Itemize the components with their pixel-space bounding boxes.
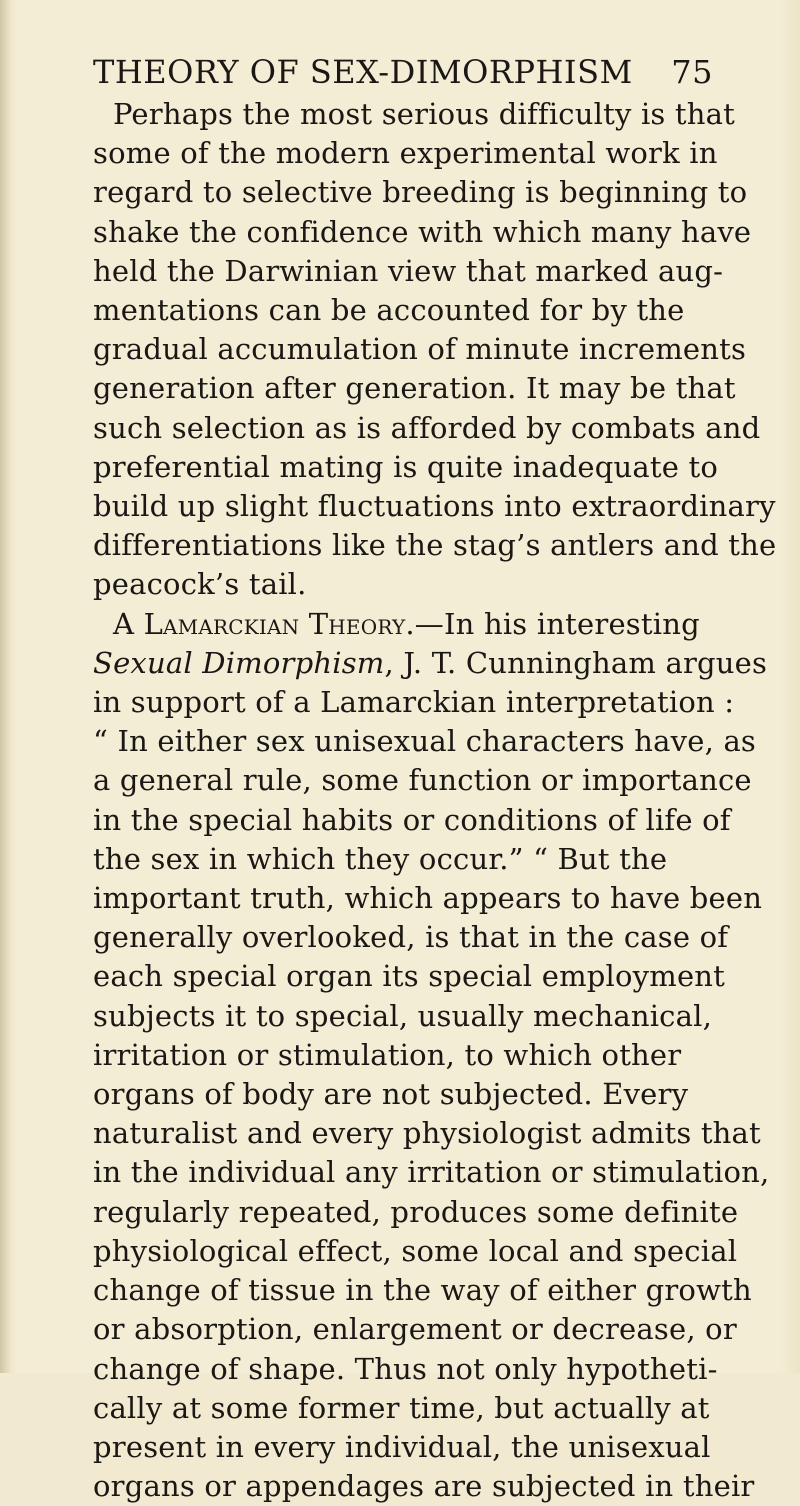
text-line: in support of a Lamarckian interpretation : — [93, 685, 735, 720]
text-line: important truth, which appears to have been — [93, 881, 763, 916]
section-heading-line — [93, 605, 723, 644]
section-heading: Lamarckian Theory — [143, 606, 406, 641]
heading-continuation: .—In his interesting — [405, 606, 700, 641]
text-line: the sex in which they occur.” “ But the — [93, 841, 668, 876]
text-line: organs of body are not subjected. Every — [93, 1077, 689, 1112]
text-line: build up slight fluctuations into extraordinary — [93, 489, 776, 524]
text-line: in the individual any irritation or stimulation, — [93, 1155, 770, 1190]
text-line: present in every individual, the unisexual — [93, 1429, 711, 1464]
paragraph-1 — [93, 95, 777, 605]
text-line: change of tissue in the way of either growth — [93, 1273, 752, 1308]
text-line: subjects it to special, usually mechanical, — [93, 998, 713, 1033]
text-line: peacock’s tail. — [93, 567, 307, 602]
running-title: THEORY OF SEX-DIMORPHISM — [93, 53, 633, 91]
text-line: regularly repeated, produces some definite — [93, 1194, 739, 1229]
running-header — [93, 53, 713, 91]
text-line: such selection as is afforded by combats and — [93, 410, 761, 445]
paragraph-2 — [93, 605, 770, 1506]
text-line: change of shape. Thus not only hypotheti- — [93, 1351, 718, 1386]
text-line: preferential mating is quite inadequate to — [93, 449, 719, 484]
text-fragment: , J. T. Cunningham argues — [384, 645, 768, 680]
text-line: each special organ its special employment — [93, 959, 726, 994]
text-line: generally overlooked, is that in the case of — [93, 920, 729, 955]
text-line: regard to selective breeding is beginning to — [93, 175, 748, 210]
text-line: cally at some former time, but actually at — [93, 1390, 710, 1425]
page-number: 75 — [671, 53, 713, 91]
text-line: irritation or stimulation, to which other — [93, 1037, 682, 1072]
text-line: a general rule, some function or importance — [93, 763, 752, 798]
book-title: Sexual Dimorphism — [93, 645, 385, 680]
text-line: “ In either sex unisexual characters have, as — [93, 724, 757, 759]
heading-prefix: A — [113, 606, 144, 641]
text-line: or absorption, enlargement or decrease, or — [93, 1312, 737, 1347]
page-gutter — [0, 0, 10, 1373]
text-line: organs or appendages are subjected in their — [93, 1469, 755, 1504]
text-line: physiological effect, some local and special — [93, 1233, 738, 1268]
text-line: shake the confidence with which many have — [93, 214, 752, 249]
body-text — [93, 95, 777, 1506]
text-line: gradual accumulation of minute increments — [93, 332, 747, 367]
text-line: mentations can be accounted for by the — [93, 293, 685, 328]
text-line: generation after generation. It may be that — [93, 371, 736, 406]
text-line: some of the modern experimental work in — [93, 136, 718, 171]
text-line: naturalist and every physiologist admits that — [93, 1116, 761, 1151]
text-line — [93, 644, 768, 683]
text-line: held the Darwinian view that marked aug- — [93, 253, 724, 288]
text-line: differentiations like the stag’s antlers and the — [93, 528, 777, 563]
text-line: in the special habits or conditions of life of — [93, 802, 731, 837]
text-line: Perhaps the most serious difficulty is that — [113, 97, 735, 131]
